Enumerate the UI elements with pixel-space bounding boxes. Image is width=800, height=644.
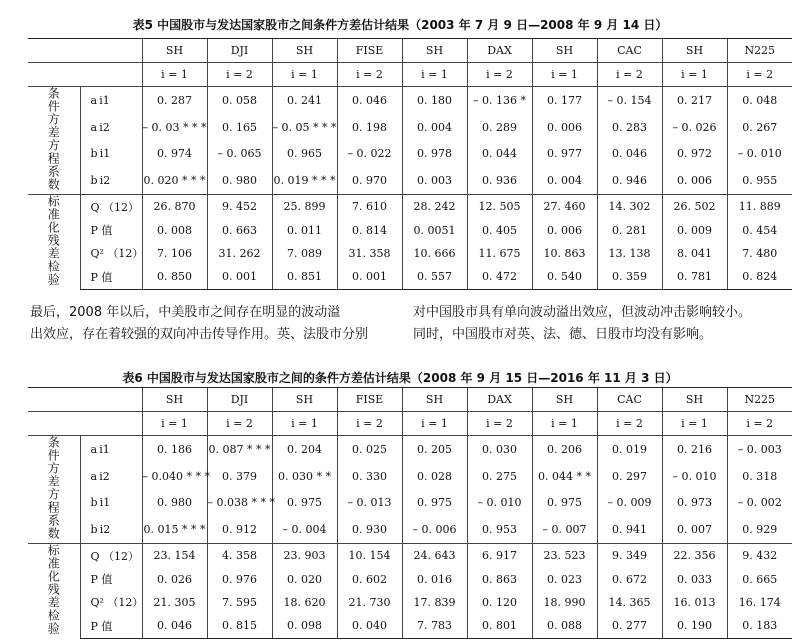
table-cell: – 0. 010 (727, 140, 792, 167)
table-cell: 6. 917 (467, 544, 532, 568)
row-label: a i2 (80, 114, 142, 141)
row-label: Q （12） (80, 195, 142, 219)
index-header: i = 1 (532, 63, 597, 87)
paragraph-line: 同时，中国股市对英、法、德、日股市均没有影响。 (413, 327, 713, 342)
paragraph-left (30, 302, 390, 346)
table-row (28, 591, 792, 614)
row-label: b i2 (80, 167, 142, 194)
table-cell: 0. 001 (337, 265, 402, 289)
table-cell: 0. 359 (597, 265, 662, 289)
table-cell: 0. 087 * * * (207, 436, 272, 463)
table-cell: – 0. 154 (597, 87, 662, 114)
group-label-cell (28, 195, 80, 290)
header-row-indices (28, 63, 792, 87)
row-label: a i2 (80, 463, 142, 490)
row-label: Q² （12） (80, 591, 142, 614)
table-cell: 0. 025 (337, 436, 402, 463)
table-cell: – 0.038 * * * (207, 489, 272, 516)
table-cell: 0. 970 (337, 167, 402, 194)
table-cell: 0. 975 (532, 489, 597, 516)
table-cell: – 0. 022 (337, 140, 402, 167)
table-cell: 0. 048 (727, 87, 792, 114)
table-cell: 0. 472 (467, 265, 532, 289)
index-header: i = 2 (597, 412, 662, 436)
table-cell: 0. 004 (532, 167, 597, 194)
table-cell: 22. 356 (662, 544, 727, 568)
table-cell: 0. 672 (597, 567, 662, 590)
row-label: P 值 (80, 567, 142, 590)
table-cell: 0. 044 (467, 140, 532, 167)
market-header: SH (142, 388, 207, 412)
table-cell: 0. 980 (207, 167, 272, 194)
table-row (28, 463, 792, 490)
index-header: i = 1 (272, 63, 337, 87)
paragraph-line: 出效应，存在着较强的双向冲击传导作用。英、法股市分别 (30, 327, 369, 342)
table-cell: 17. 839 (402, 591, 467, 614)
table-cell: 0. 277 (597, 614, 662, 638)
table-cell: 0. 008 (142, 218, 207, 241)
table-cell: 0. 216 (662, 436, 727, 463)
table-cell: 0. 020 (272, 567, 337, 590)
market-header: SH (272, 39, 337, 63)
table-row (28, 436, 792, 463)
table-cell: 14. 365 (597, 591, 662, 614)
table-cell: 0. 006 (532, 114, 597, 141)
table-row (28, 614, 792, 638)
table-cell: 0. 972 (662, 140, 727, 167)
table-cell: 0. 978 (402, 140, 467, 167)
header-blank (80, 388, 142, 412)
table-cell: 0. 044 * * (532, 463, 597, 490)
group-label: 条件方差方程系数 (46, 436, 61, 540)
table-cell: – 0. 007 (532, 516, 597, 543)
table-row (28, 167, 792, 194)
header-row-indices (28, 412, 792, 436)
table-cell: 0. 980 (142, 489, 207, 516)
table-cell: 0. 019 * * * (272, 167, 337, 194)
paragraph-right (413, 302, 793, 346)
table-cell: 7. 089 (272, 242, 337, 265)
table-cell: 0. 557 (402, 265, 467, 289)
table-cell: 0. 824 (727, 265, 792, 289)
table-cell: 0. 004 (402, 114, 467, 141)
table-cell: 0. 180 (402, 87, 467, 114)
table-cell: 0. 019 (597, 436, 662, 463)
table-cell: 0. 204 (272, 436, 337, 463)
table-cell: 25. 899 (272, 195, 337, 219)
table-cell: – 0. 003 (727, 436, 792, 463)
index-header: i = 2 (207, 63, 272, 87)
market-header: FISE (337, 388, 402, 412)
table-cell: 0. 006 (532, 218, 597, 241)
table-cell: 0. 120 (467, 591, 532, 614)
table-cell: 0. 046 (597, 140, 662, 167)
table-cell: 0. 815 (207, 614, 272, 638)
table-cell: 0. 033 (662, 567, 727, 590)
market-header: CAC (597, 39, 662, 63)
market-header: CAC (597, 388, 662, 412)
table-cell: 8. 041 (662, 242, 727, 265)
table-row (28, 195, 792, 219)
table-cell: 0. 297 (597, 463, 662, 490)
header-blank (80, 39, 142, 63)
table-cell: 0. 454 (727, 218, 792, 241)
market-header: N225 (727, 388, 792, 412)
table-cell: 0. 183 (727, 614, 792, 638)
table-cell: 0. 930 (337, 516, 402, 543)
table-cell: 0. 801 (467, 614, 532, 638)
table-cell: 0. 955 (727, 167, 792, 194)
table-cell: 7. 480 (727, 242, 792, 265)
table-cell: 0. 851 (272, 265, 337, 289)
table-cell: 0. 028 (402, 463, 467, 490)
index-header: i = 1 (532, 412, 597, 436)
table-cell: 18. 990 (532, 591, 597, 614)
index-header: i = 2 (467, 412, 532, 436)
table-cell: 4. 358 (207, 544, 272, 568)
table-cell: 7. 595 (207, 591, 272, 614)
table-cell: 0. 929 (727, 516, 792, 543)
table-cell: – 0. 010 (662, 463, 727, 490)
table-cell: 10. 154 (337, 544, 402, 568)
table5 (28, 38, 792, 290)
table6 (28, 387, 792, 639)
table-row (28, 516, 792, 543)
group-label-cell (28, 436, 80, 544)
paragraph-line: 最后，2008 年以后，中美股市之间存在明显的波动溢 (30, 305, 341, 320)
table-cell: 0. 602 (337, 567, 402, 590)
table-cell: 23. 523 (532, 544, 597, 568)
table-cell: 0. 198 (337, 114, 402, 141)
table-cell: 16. 174 (727, 591, 792, 614)
row-label: Q （12） (80, 544, 142, 568)
table-cell: 0. 976 (207, 567, 272, 590)
table-cell: 9. 432 (727, 544, 792, 568)
table-cell: 31. 358 (337, 242, 402, 265)
table-cell: 0. 016 (402, 567, 467, 590)
table-cell: 0. 289 (467, 114, 532, 141)
index-header: i = 1 (662, 63, 727, 87)
table-cell: 9. 349 (597, 544, 662, 568)
table-cell: 0. 098 (272, 614, 337, 638)
table-cell: 0. 405 (467, 218, 532, 241)
table-cell: 0. 850 (142, 265, 207, 289)
table-cell: 0. 665 (727, 567, 792, 590)
market-header: DAX (467, 388, 532, 412)
table-cell: 0. 205 (402, 436, 467, 463)
header-blank (80, 412, 142, 436)
table-cell: 0. 267 (727, 114, 792, 141)
table-cell: 0. 975 (402, 489, 467, 516)
table-cell: 0. 318 (727, 463, 792, 490)
table-cell: – 0. 009 (597, 489, 662, 516)
table6-caption: 表6 中国股市与发达国家股市之间的条件方差估计结果（2008 年 9 月 15 日—2016 年 11 月 3 日） (122, 371, 678, 385)
table-cell: 0. 165 (207, 114, 272, 141)
table-row (28, 489, 792, 516)
table-cell: 0. 206 (532, 436, 597, 463)
table-cell: 11. 675 (467, 242, 532, 265)
table-cell: 0. 217 (662, 87, 727, 114)
table-cell: 0. 540 (532, 265, 597, 289)
table-cell: 0. 040 (337, 614, 402, 638)
table-row (28, 218, 792, 241)
row-label: a i1 (80, 436, 142, 463)
index-header: i = 1 (142, 412, 207, 436)
table-row (28, 265, 792, 289)
market-header: SH (402, 388, 467, 412)
table-cell: 11. 889 (727, 195, 792, 219)
table-cell: 0. 936 (467, 167, 532, 194)
table-row (28, 544, 792, 568)
group-label: 标准化残差检验 (46, 195, 61, 286)
table-cell: 0. 379 (207, 463, 272, 490)
table-cell: 0. 058 (207, 87, 272, 114)
table-cell: – 0. 006 (402, 516, 467, 543)
market-header: DJI (207, 39, 272, 63)
market-header: SH (142, 39, 207, 63)
table-cell: – 0. 05 * * * (272, 114, 337, 141)
index-header: i = 2 (337, 412, 402, 436)
row-label: P 值 (80, 218, 142, 241)
group-label: 标准化残差检验 (46, 544, 61, 635)
table-cell: – 0. 136 * (467, 87, 532, 114)
table-cell: 0. 977 (532, 140, 597, 167)
table-cell: 0. 814 (337, 218, 402, 241)
table-cell: 7. 783 (402, 614, 467, 638)
table-cell: – 0. 013 (337, 489, 402, 516)
row-label: a i1 (80, 87, 142, 114)
table-cell: 26. 502 (662, 195, 727, 219)
row-label: P 值 (80, 265, 142, 289)
table-cell: 0. 030 * * (272, 463, 337, 490)
table-cell: – 0.040 * * * (142, 463, 207, 490)
table-cell: 0. 0051 (402, 218, 467, 241)
table-cell: 24. 643 (402, 544, 467, 568)
table-cell: 0. 283 (597, 114, 662, 141)
table-cell: 0. 330 (337, 463, 402, 490)
table-cell: 0. 046 (142, 614, 207, 638)
table-cell: 14. 302 (597, 195, 662, 219)
table-cell: 9. 452 (207, 195, 272, 219)
table-cell: 0. 973 (662, 489, 727, 516)
header-blank (28, 412, 80, 436)
table-cell: – 0. 004 (272, 516, 337, 543)
table-cell: 23. 154 (142, 544, 207, 568)
table-cell: 0. 912 (207, 516, 272, 543)
table-cell: 31. 262 (207, 242, 272, 265)
index-header: i = 1 (142, 63, 207, 87)
table5-caption: 表5 中国股市与发达国家股市之间条件方差估计结果（2003 年 7 月 9 日—2008 年 9 月 14 日） (132, 18, 668, 32)
table-cell: 23. 903 (272, 544, 337, 568)
table-cell: 0. 015 * * * (142, 516, 207, 543)
market-header: FISE (337, 39, 402, 63)
table-cell: 0. 287 (142, 87, 207, 114)
table-cell: 12. 505 (467, 195, 532, 219)
header-row-markets (28, 388, 792, 412)
table-cell: 7. 610 (337, 195, 402, 219)
header-blank (28, 388, 80, 412)
index-header: i = 2 (467, 63, 532, 87)
table-cell: 0. 281 (597, 218, 662, 241)
table-cell: 0. 030 (467, 436, 532, 463)
table-cell: 0. 088 (532, 614, 597, 638)
table-cell: 0. 020 * * * (142, 167, 207, 194)
row-label: P 值 (80, 614, 142, 638)
table-cell: 27. 460 (532, 195, 597, 219)
group-label-cell (28, 87, 80, 195)
table-cell: 0. 006 (662, 167, 727, 194)
market-header: SH (532, 388, 597, 412)
table-cell: 0. 275 (467, 463, 532, 490)
table-cell: 0. 953 (467, 516, 532, 543)
table-cell: 0. 001 (207, 265, 272, 289)
header-row-markets (28, 39, 792, 63)
table-cell: 10. 863 (532, 242, 597, 265)
header-blank (28, 39, 80, 63)
table-row (28, 114, 792, 141)
market-header: SH (402, 39, 467, 63)
table-cell: – 0. 065 (207, 140, 272, 167)
table-cell: 0. 946 (597, 167, 662, 194)
row-label: b i2 (80, 516, 142, 543)
market-header: SH (662, 39, 727, 63)
table-cell: 0. 003 (402, 167, 467, 194)
table-row (28, 140, 792, 167)
table-row (28, 87, 792, 114)
table-cell: 18. 620 (272, 591, 337, 614)
index-header: i = 2 (727, 63, 792, 87)
table-cell: 0. 026 (142, 567, 207, 590)
table-cell: 0. 663 (207, 218, 272, 241)
table-cell: 16. 013 (662, 591, 727, 614)
table-cell: 26. 870 (142, 195, 207, 219)
table-cell: 7. 106 (142, 242, 207, 265)
market-header: DJI (207, 388, 272, 412)
table-cell: 0. 023 (532, 567, 597, 590)
market-header: SH (662, 388, 727, 412)
market-header: SH (272, 388, 337, 412)
table-cell: 0. 863 (467, 567, 532, 590)
table-cell: 0. 177 (532, 87, 597, 114)
table-cell: – 0. 026 (662, 114, 727, 141)
header-blank (80, 63, 142, 87)
table-cell: 0. 011 (272, 218, 337, 241)
market-header: N225 (727, 39, 792, 63)
table-cell: 0. 941 (597, 516, 662, 543)
table-cell: 10. 666 (402, 242, 467, 265)
table-cell: 21. 730 (337, 591, 402, 614)
table-cell: 0. 241 (272, 87, 337, 114)
table-cell: 0. 009 (662, 218, 727, 241)
index-header: i = 1 (402, 412, 467, 436)
table-cell: – 0. 03 * * * (142, 114, 207, 141)
row-label: b i1 (80, 140, 142, 167)
group-label-cell (28, 544, 80, 639)
table-cell: 21. 305 (142, 591, 207, 614)
table-cell: 0. 007 (662, 516, 727, 543)
market-header: SH (532, 39, 597, 63)
paragraph-line: 对中国股市具有单向波动溢出效应，但波动冲击影响较小。 (413, 305, 752, 320)
table-cell: 0. 190 (662, 614, 727, 638)
table-cell: – 0. 010 (467, 489, 532, 516)
group-label: 条件方差方程系数 (46, 87, 61, 191)
header-blank (28, 63, 80, 87)
table-cell: 28. 242 (402, 195, 467, 219)
index-header: i = 1 (402, 63, 467, 87)
table-cell: 13. 138 (597, 242, 662, 265)
table-cell: 0. 046 (337, 87, 402, 114)
row-label: Q² （12） (80, 242, 142, 265)
index-header: i = 1 (662, 412, 727, 436)
table-cell: 0. 186 (142, 436, 207, 463)
index-header: i = 2 (207, 412, 272, 436)
row-label: b i1 (80, 489, 142, 516)
table-cell: 0. 781 (662, 265, 727, 289)
table-cell: 0. 974 (142, 140, 207, 167)
table-cell: – 0. 002 (727, 489, 792, 516)
index-header: i = 2 (337, 63, 402, 87)
index-header: i = 2 (597, 63, 662, 87)
table-cell: 0. 965 (272, 140, 337, 167)
table-cell: 0. 975 (272, 489, 337, 516)
table-row (28, 242, 792, 265)
market-header: DAX (467, 39, 532, 63)
index-header: i = 2 (727, 412, 792, 436)
index-header: i = 1 (272, 412, 337, 436)
table-row (28, 567, 792, 590)
